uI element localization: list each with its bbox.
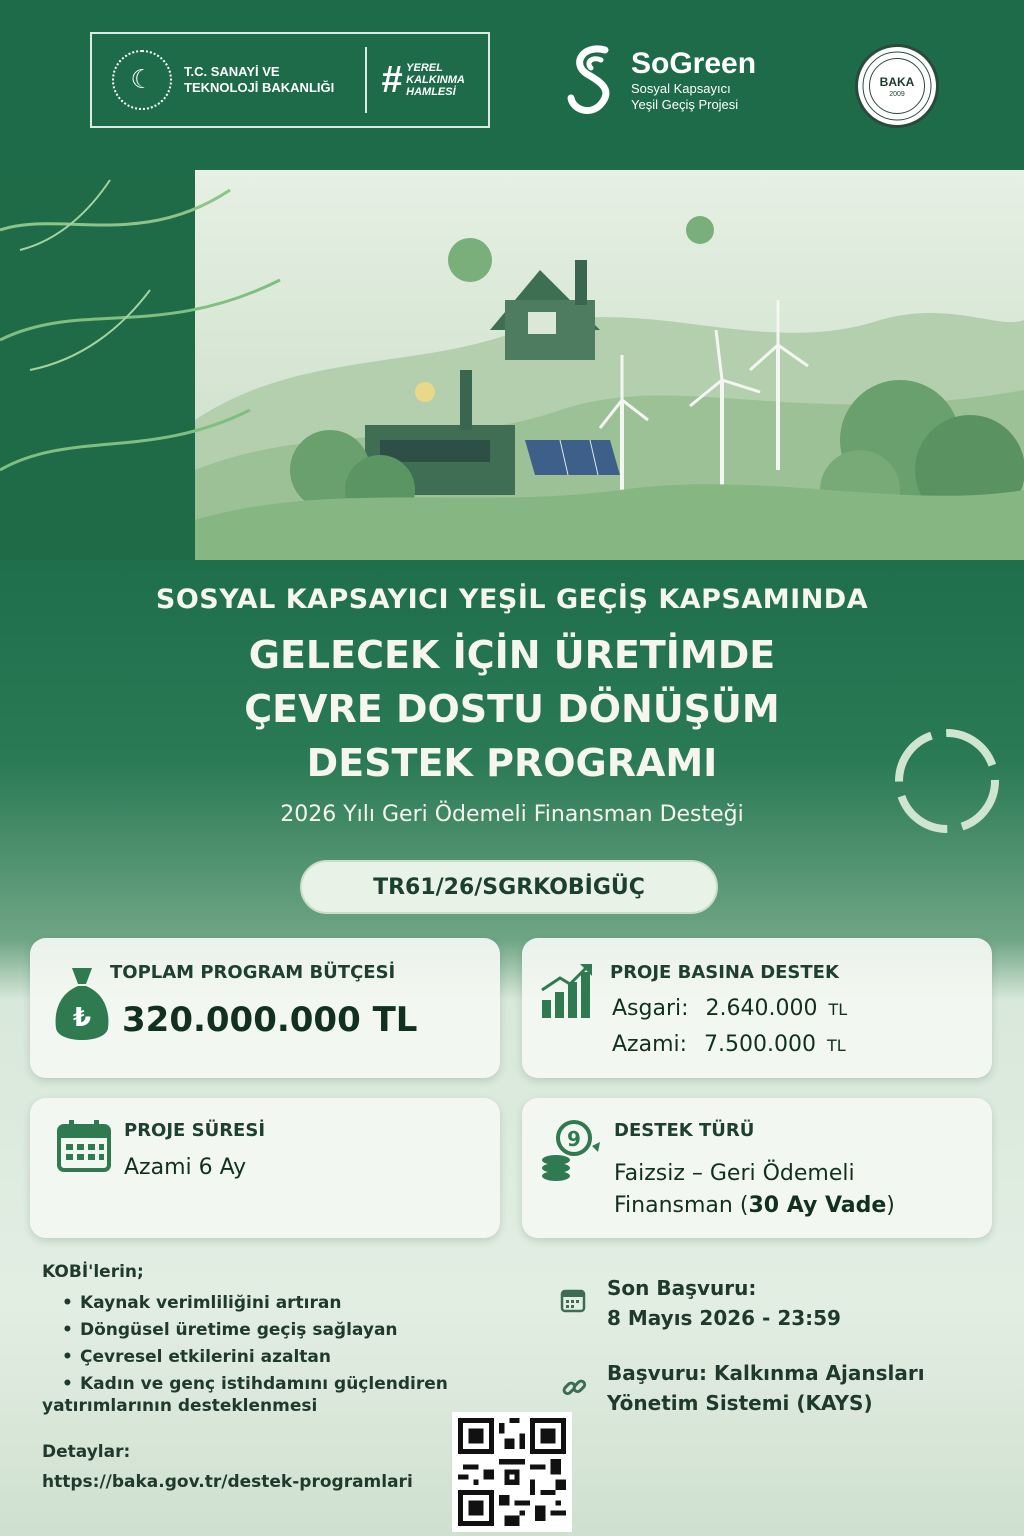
duration-label: PROJE SÜRESİ bbox=[124, 1120, 266, 1141]
details-link[interactable]: https://baka.gov.tr/destek-programlari bbox=[42, 1472, 413, 1492]
support-type-line-2 bbox=[614, 1190, 895, 1222]
application-line-1: Başvuru: Kalkınma Ajansları bbox=[607, 1361, 925, 1385]
hashtag-icon: # bbox=[381, 59, 403, 101]
qr-code[interactable] bbox=[452, 1412, 572, 1532]
support-type-term: 30 Ay Vade bbox=[748, 1193, 887, 1218]
support-type-line-1: Faizsiz – Geri Ödemeli bbox=[614, 1161, 855, 1186]
budget-label: TOPLAM PROGRAM BÜTÇESİ bbox=[110, 962, 396, 983]
per-project-label: PROJE BASINA DESTEK bbox=[610, 962, 839, 983]
calendar-icon bbox=[56, 1118, 112, 1174]
budget-value: 320.000.000 TL bbox=[122, 1000, 418, 1040]
max-support-line bbox=[612, 1032, 846, 1057]
calendar-icon bbox=[560, 1287, 586, 1313]
ministry-emblem-icon: ☾ bbox=[112, 50, 172, 110]
sogreen-title: SoGreen bbox=[631, 47, 757, 80]
min-value: 2.640.000 bbox=[705, 996, 818, 1021]
baka-ring-icon bbox=[855, 44, 939, 128]
duration-value: Azami 6 Ay bbox=[124, 1155, 247, 1180]
baka-agency-logo bbox=[855, 44, 939, 128]
list-item: • Kadın ve genç istihdamını güçlendiren bbox=[60, 1371, 448, 1398]
max-label: Azami: bbox=[612, 1032, 688, 1057]
landscape-illustration bbox=[0, 170, 1024, 560]
title-subtitle: 2026 Yılı Geri Ödemeli Finansman Desteği bbox=[280, 802, 744, 827]
link-icon bbox=[560, 1374, 588, 1402]
title-line-1: GELECEK İÇİN ÜRETİMDE bbox=[248, 633, 776, 677]
deadline-label: Son Başvuru: bbox=[607, 1276, 757, 1300]
max-unit: TL bbox=[827, 1036, 846, 1055]
support-type-label: DESTEK TÜRÜ bbox=[614, 1120, 755, 1141]
min-unit: TL bbox=[828, 1000, 848, 1019]
per-project-card bbox=[522, 938, 992, 1078]
baka-text: BAKA bbox=[879, 74, 915, 89]
recycle-icon bbox=[882, 716, 1012, 846]
sogreen-logo bbox=[565, 40, 756, 120]
list-item: • Kaynak verimliliğini artıran bbox=[60, 1290, 448, 1317]
budget-card bbox=[30, 938, 500, 1078]
deadline-value: 8 Mayıs 2026 - 23:59 bbox=[607, 1306, 841, 1330]
eligibility-intro: KOBİ'lerin; bbox=[42, 1262, 144, 1282]
support-type-prefix: Finansman ( bbox=[614, 1193, 749, 1218]
svg-text:9: 9 bbox=[567, 1127, 581, 1151]
logo-divider bbox=[365, 47, 367, 113]
min-support-line bbox=[612, 996, 847, 1021]
program-code-badge: TR61/26/SGRKOBİGÜÇ bbox=[300, 860, 718, 914]
campaign-hashtag-logo bbox=[381, 60, 465, 100]
eligibility-list bbox=[60, 1290, 448, 1398]
money-bag-icon bbox=[52, 964, 112, 1050]
title-block bbox=[0, 580, 1024, 830]
campaign-tag: YEREL KALKINMA HAMLESİ bbox=[406, 62, 465, 98]
list-item: • Çevresel etkilerini azaltan bbox=[60, 1344, 448, 1371]
eligibility-closing: yatırımlarının desteklenmesi bbox=[42, 1396, 318, 1416]
min-label: Asgari: bbox=[612, 996, 689, 1021]
sogreen-subtitle: Sosyal Kapsayıcı Yeşil Geçiş Projesi bbox=[631, 81, 739, 112]
support-type-card bbox=[522, 1098, 992, 1238]
max-value: 7.500.000 bbox=[704, 1032, 817, 1057]
growth-chart-icon bbox=[538, 960, 598, 1020]
ministry-logo-box bbox=[90, 32, 490, 128]
details-label: Detaylar: bbox=[42, 1442, 131, 1462]
coin-stack-icon bbox=[538, 1116, 604, 1182]
sogreen-mark-icon bbox=[565, 40, 621, 120]
title-kicker: SOSYAL KAPSAYICI YEŞİL GEÇİŞ KAPSAMINDA bbox=[155, 584, 869, 615]
svg-text:₺: ₺ bbox=[72, 1003, 92, 1033]
application-line-2: Yönetim Sistemi (KAYS) bbox=[607, 1391, 873, 1415]
title-line-2: ÇEVRE DOSTU DÖNÜŞÜM bbox=[244, 687, 780, 731]
list-item: • Döngüsel üretime geçiş sağlayan bbox=[60, 1317, 448, 1344]
header-bar bbox=[0, 0, 1024, 170]
green-factory-illustration bbox=[0, 170, 1024, 560]
duration-card bbox=[30, 1098, 500, 1238]
qr-code-icon bbox=[458, 1418, 566, 1526]
title-line-3: DESTEK PROGRAMI bbox=[306, 741, 718, 785]
support-type-suffix: ) bbox=[886, 1193, 895, 1218]
baka-year: 2009 bbox=[889, 90, 905, 98]
ministry-name: T.C. SANAYİ VE TEKNOLOJİ BAKANLIĞI bbox=[184, 64, 335, 95]
